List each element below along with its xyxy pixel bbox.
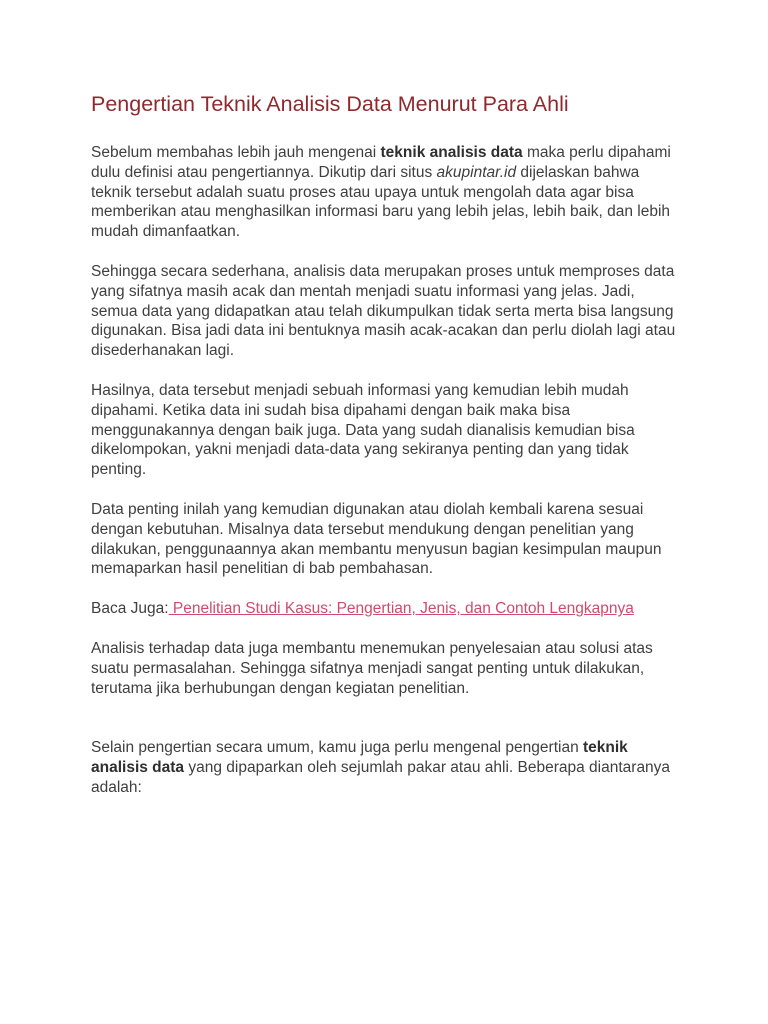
paragraph-text: yang dipaparkan oleh sejumlah pakar atau ahli. Beberapa diantaranya adalah: — [91, 759, 671, 796]
paragraph-result: Hasilnya, data tersebut menjadi sebuah informasi yang kemudian lebih mudah dipahami. Ketika data ini sudah bisa dipahami dengan baik maka bisa menggunakannya dengan baik juga. Data yang sudah dianalisis kemudian bisa dikelompokan, yakni menjadi data-data yang sekiranya penting dan yang tidak penting. — [91, 381, 635, 479]
paragraph-important-data: Data penting inilah yang kemudian digunakan atau diolah kembali karena sesuai dengan kebutuhan. Misalnya data tersebut mendukung dengan penelitian yang dilakukan, penggunaannya akan membantu menyusun bagian kesimpulan maupun memaparkan hasil penelitian di bab pembahasan. — [91, 500, 662, 578]
article-title: Pengertian Teknik Analisis Data Menurut Para Ahli — [91, 92, 569, 116]
bold-term: teknik analisis data — [380, 144, 523, 161]
paragraph-definition — [91, 143, 683, 242]
paragraph-text: maka perlu dipahami dulu definisi atau pengertiannya. Dikutip dari situs — [91, 144, 671, 181]
paragraph-simple-explanation: Sehingga secara sederhana, analisis data merupakan proses untuk memproses data yang sifatnya masih acak dan mentah menjadi suatu informasi yang jelas. Jadi, semua data yang didapatkan atau telah dikumpulkan tidak serta merta bisa langsung digunakan. Bisa jadi data ini bentuknya masih acak-acakan dan perlu diolah lagi atau disederhanakan lagi. — [91, 262, 676, 360]
bold-term: teknik analisis data — [91, 739, 628, 777]
paragraph-problem-solving: Analisis terhadap data juga membantu menemukan penyelesaian atau solusi atas suatu permasalahan. Sehingga sifatnya menjadi sangat penting untuk dilakukan, terutama jika berhubungan dengan kegiatan penelitian. — [91, 639, 653, 697]
paragraph-text: Sebelum membahas lebih jauh mengenai — [91, 144, 381, 161]
read-also-label: Baca Juga: — [91, 600, 169, 618]
paragraph-text: dijelaskan bahwa teknik tersebut adalah suatu proses atau upaya untuk mengolah data agar bisa memberikan atau menghasilkan informasi baru yang lebih jelas, lebih baik, dan lebih mudah dimanfaatkan. — [91, 163, 671, 241]
article — [91, 90, 683, 818]
paragraph-text: Selain pengertian secara umum, kamu juga perlu mengenal pengertian — [91, 739, 583, 757]
paragraph-expert-intro — [91, 738, 683, 797]
read-also — [91, 599, 683, 619]
source-site: akupintar.id — [436, 163, 517, 181]
read-also-link[interactable]: Penelitian Studi Kasus: Pengertian, Jenis, dan Contoh Lengkapnya — [168, 600, 634, 618]
